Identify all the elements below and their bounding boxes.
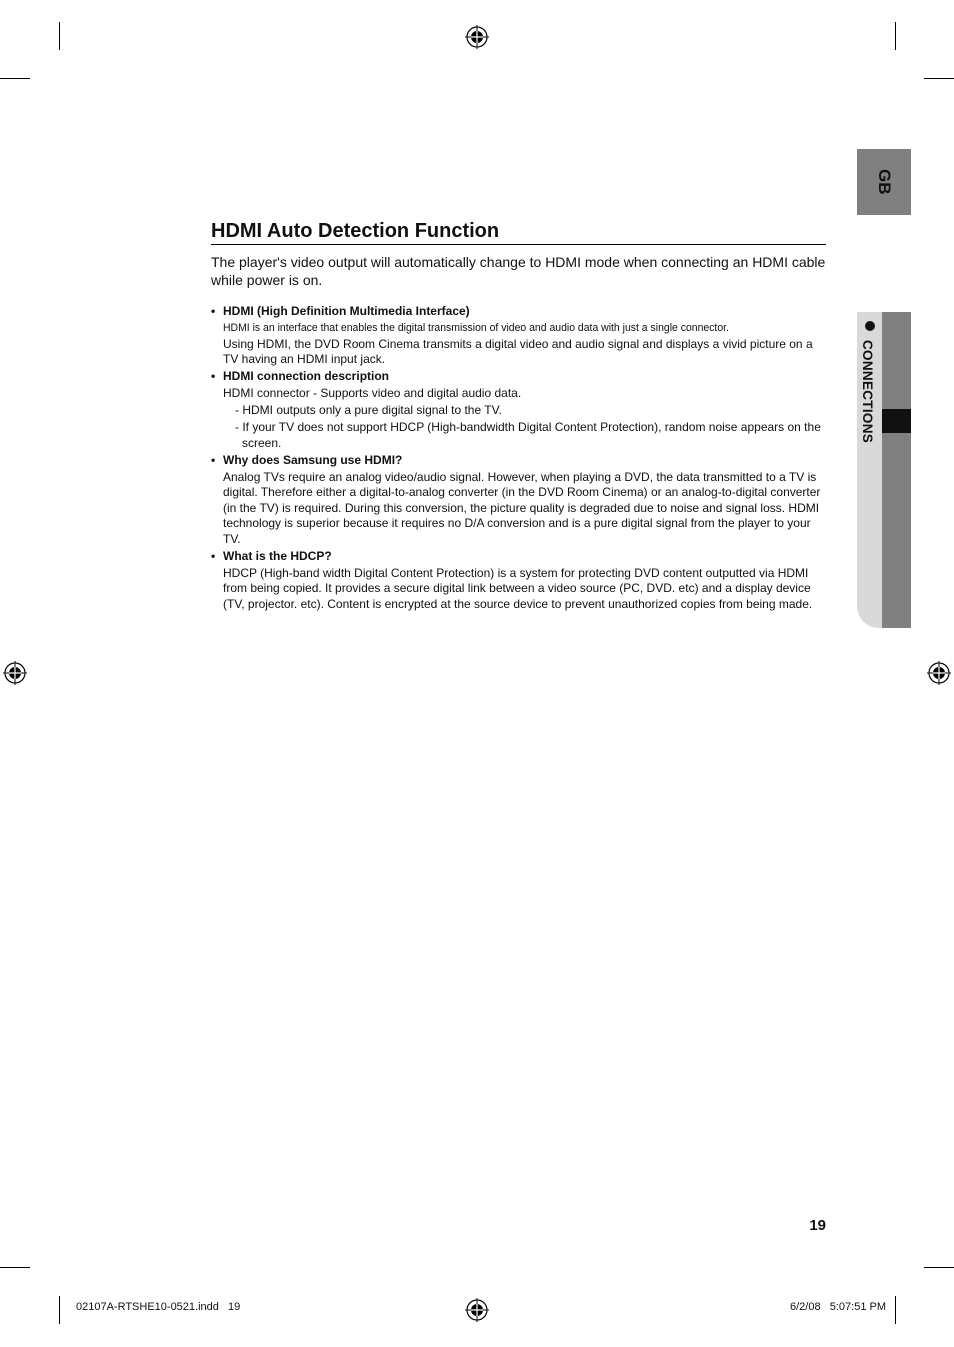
- footer-file: 02107A-RTSHE10-0521.indd 19: [76, 1301, 241, 1313]
- intro-paragraph: The player's video output will automatically change to HDMI mode when connecting an HDMI cable while power is on.: [211, 254, 826, 288]
- bullet-icon: •: [211, 369, 216, 383]
- list-item: [211, 549, 826, 613]
- list-item: [211, 453, 826, 548]
- crop-mark: [924, 1267, 954, 1268]
- feature-list: [211, 302, 826, 612]
- list-item-body: [211, 566, 826, 613]
- list-item: [211, 304, 826, 368]
- language-tab: [857, 149, 911, 215]
- crop-mark: [59, 22, 60, 50]
- footer-timestamp: 6/2/08 5:07:51 PM: [789, 1301, 886, 1313]
- page-number: 19: [809, 1217, 826, 1234]
- list-item-body: [211, 321, 826, 368]
- crop-mark: [895, 1296, 896, 1324]
- list-item-line: HDMI connector - Supports video and digital audio data.: [223, 386, 522, 400]
- crop-mark: [59, 1296, 60, 1324]
- list-item-heading: • HDMI connection description: [211, 369, 390, 383]
- crop-mark: [924, 78, 954, 79]
- registration-mark-icon: [927, 661, 951, 685]
- list-item: [211, 369, 826, 451]
- crop-mark: [0, 1267, 30, 1268]
- bullet-icon: •: [211, 548, 216, 563]
- list-item-heading: • What is the HDCP?: [211, 548, 332, 563]
- list-item-line: Analog TVs require an analog video/audio signal. However, when playing a DVD, the data transmitted to a TV is digital. Therefore either a digital-to-analog converter (in the DVD Room Cinema) or an analog-to-digital converter (in the TV) is required. During this conversion, the picture quality is degraded due to noise and signal loss. HDMI technology is superior because it requires no D/A conversion and is a pure digital signal from the player to your TV.: [223, 469, 821, 546]
- list-item-line: HDCP (High-band width Digital Content Protection) is a system for protecting DVD content outputted via HDMI from being copied. It provides a secure digital link between a video source (PC, DVD. etc) and a display device (TV, projector. etc). Content is encrypted at the source device to prevent unauthorized copies from being made.: [223, 565, 813, 611]
- list-item-body: [211, 470, 826, 548]
- section-tab-marker: [882, 409, 911, 433]
- crop-mark: [895, 22, 896, 50]
- section-dot-icon: [865, 321, 875, 331]
- list-item-line: Using HDMI, the DVD Room Cinema transmits a digital video and audio signal and displays a vivid picture on a TV having an HDMI input jack.: [223, 336, 813, 366]
- list-item-line: HDMI is an interface that enables the digital transmission of video and audio data with just a single connector.: [223, 322, 729, 334]
- section-tab-stripe: [882, 312, 911, 628]
- registration-mark-icon: [465, 25, 489, 49]
- list-item-heading: • Why does Samsung use HDMI?: [211, 452, 403, 467]
- language-tab-label: GB: [875, 169, 894, 195]
- list-item-line: - If your TV does not support HDCP (High-bandwidth Digital Content Protection), random noise appears on the screen.: [235, 420, 821, 450]
- section-tab: [857, 312, 911, 628]
- crop-mark: [0, 78, 30, 79]
- section-tab-label: CONNECTIONS: [860, 340, 875, 444]
- registration-mark-icon: [465, 1298, 489, 1322]
- page-title: HDMI Auto Detection Function: [211, 219, 826, 245]
- list-item-heading: • HDMI (High Definition Multimedia Interface): [211, 303, 470, 318]
- list-item-body: [211, 386, 826, 451]
- list-item-line: - HDMI outputs only a pure digital signal to the TV.: [235, 403, 502, 417]
- bullet-icon: •: [211, 452, 216, 467]
- bullet-icon: •: [211, 303, 216, 318]
- registration-mark-icon: [3, 661, 27, 685]
